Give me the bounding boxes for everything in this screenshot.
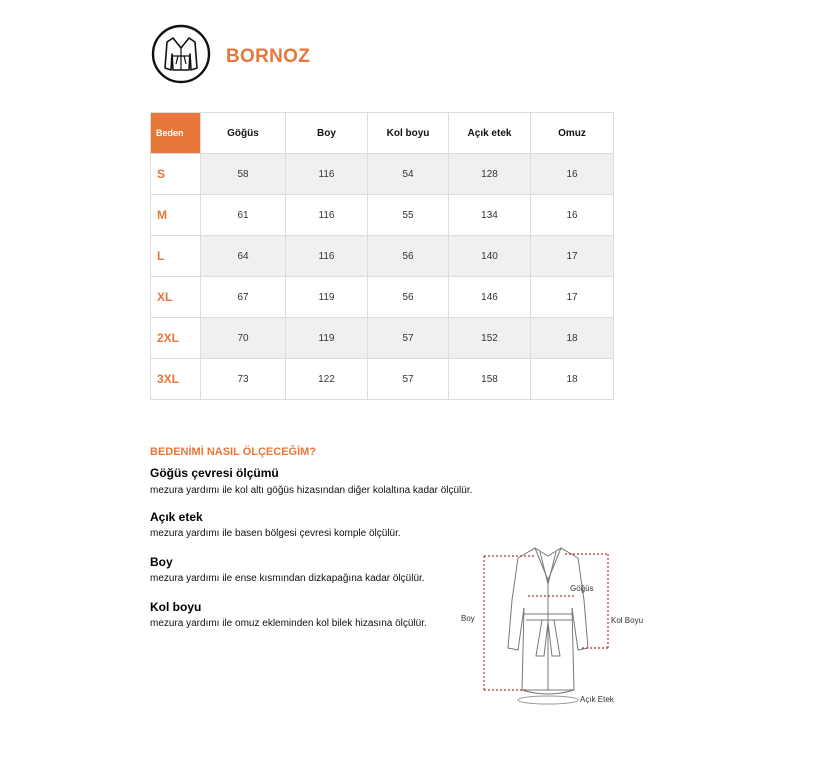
table-cell: 54 bbox=[368, 154, 449, 195]
table-cell: 116 bbox=[286, 154, 368, 195]
table-row bbox=[151, 195, 614, 236]
table-cell: 18 bbox=[531, 318, 614, 359]
table-cell: 16 bbox=[531, 195, 614, 236]
table-row bbox=[151, 359, 614, 400]
table-cell: 18 bbox=[531, 359, 614, 400]
table-cell: 116 bbox=[286, 236, 368, 277]
guide-heading-gogus: Göğüs çevresi ölçümü bbox=[150, 466, 279, 480]
table-cell: 17 bbox=[531, 277, 614, 318]
table-cell: 67 bbox=[201, 277, 286, 318]
table-cell: 16 bbox=[531, 154, 614, 195]
header-size-label: Beden bbox=[151, 113, 201, 154]
header-gogus: Göğüs bbox=[201, 113, 286, 154]
table-cell: 61 bbox=[201, 195, 286, 236]
guide-heading-acik-etek: Açık etek bbox=[150, 510, 203, 524]
guide-heading-kol-boyu: Kol boyu bbox=[150, 600, 202, 614]
header-boy: Boy bbox=[286, 113, 368, 154]
page-title: BORNOZ bbox=[226, 46, 311, 67]
guide-text-kol-boyu: mezura yardımı ile omuz ekleminden kol bilek hizasına ölçülür. bbox=[150, 618, 427, 629]
table-cell: 119 bbox=[286, 277, 368, 318]
size-label: 2XL bbox=[151, 318, 201, 359]
table-cell: 64 bbox=[201, 236, 286, 277]
robe-illustration bbox=[460, 540, 650, 710]
label-kol-boyu: Kol Boyu bbox=[611, 616, 644, 625]
table-cell: 158 bbox=[449, 359, 531, 400]
label-acik-etek: Açık Etek bbox=[580, 695, 614, 704]
table-cell: 128 bbox=[449, 154, 531, 195]
table-cell: 146 bbox=[449, 277, 531, 318]
table-cell: 17 bbox=[531, 236, 614, 277]
size-chart-table bbox=[150, 112, 614, 400]
table-row bbox=[151, 154, 614, 195]
guide-text-boy: mezura yardımı ile ense kısmından dizkapağına kadar ölçülür. bbox=[150, 573, 425, 584]
guide-heading-boy: Boy bbox=[150, 555, 173, 569]
guide-text-gogus: mezura yardımı ile kol altı göğüs hizasından diğer kolaltına kadar ölçülür. bbox=[150, 485, 473, 496]
table-cell: 116 bbox=[286, 195, 368, 236]
table-header-row bbox=[151, 113, 614, 154]
table-cell: 56 bbox=[368, 277, 449, 318]
label-gogus: Göğüs bbox=[570, 584, 594, 593]
table-cell: 58 bbox=[201, 154, 286, 195]
size-label: L bbox=[151, 236, 201, 277]
table-cell: 134 bbox=[449, 195, 531, 236]
table-cell: 70 bbox=[201, 318, 286, 359]
bathrobe-icon bbox=[151, 24, 211, 84]
table-cell: 57 bbox=[368, 359, 449, 400]
guide-title: BEDENİMİ NASIL ÖLÇECEĞİM? bbox=[150, 446, 317, 458]
table-cell: 140 bbox=[449, 236, 531, 277]
size-label: 3XL bbox=[151, 359, 201, 400]
label-boy: Boy bbox=[461, 614, 475, 623]
table-cell: 122 bbox=[286, 359, 368, 400]
table-row bbox=[151, 318, 614, 359]
table-cell: 57 bbox=[368, 318, 449, 359]
table-cell: 152 bbox=[449, 318, 531, 359]
table-cell: 55 bbox=[368, 195, 449, 236]
table-cell: 73 bbox=[201, 359, 286, 400]
header-kol-boyu: Kol boyu bbox=[368, 113, 449, 154]
guide-text-acik-etek: mezura yardımı ile basen bölgesi çevresi komple ölçülür. bbox=[150, 528, 401, 539]
size-label: M bbox=[151, 195, 201, 236]
table-cell: 119 bbox=[286, 318, 368, 359]
table-cell: 56 bbox=[368, 236, 449, 277]
size-label: S bbox=[151, 154, 201, 195]
table-row bbox=[151, 236, 614, 277]
header-acik-etek: Açık etek bbox=[449, 113, 531, 154]
table-row bbox=[151, 277, 614, 318]
size-label: XL bbox=[151, 277, 201, 318]
header-omuz: Omuz bbox=[531, 113, 614, 154]
robe-measurement-diagram bbox=[460, 540, 650, 710]
